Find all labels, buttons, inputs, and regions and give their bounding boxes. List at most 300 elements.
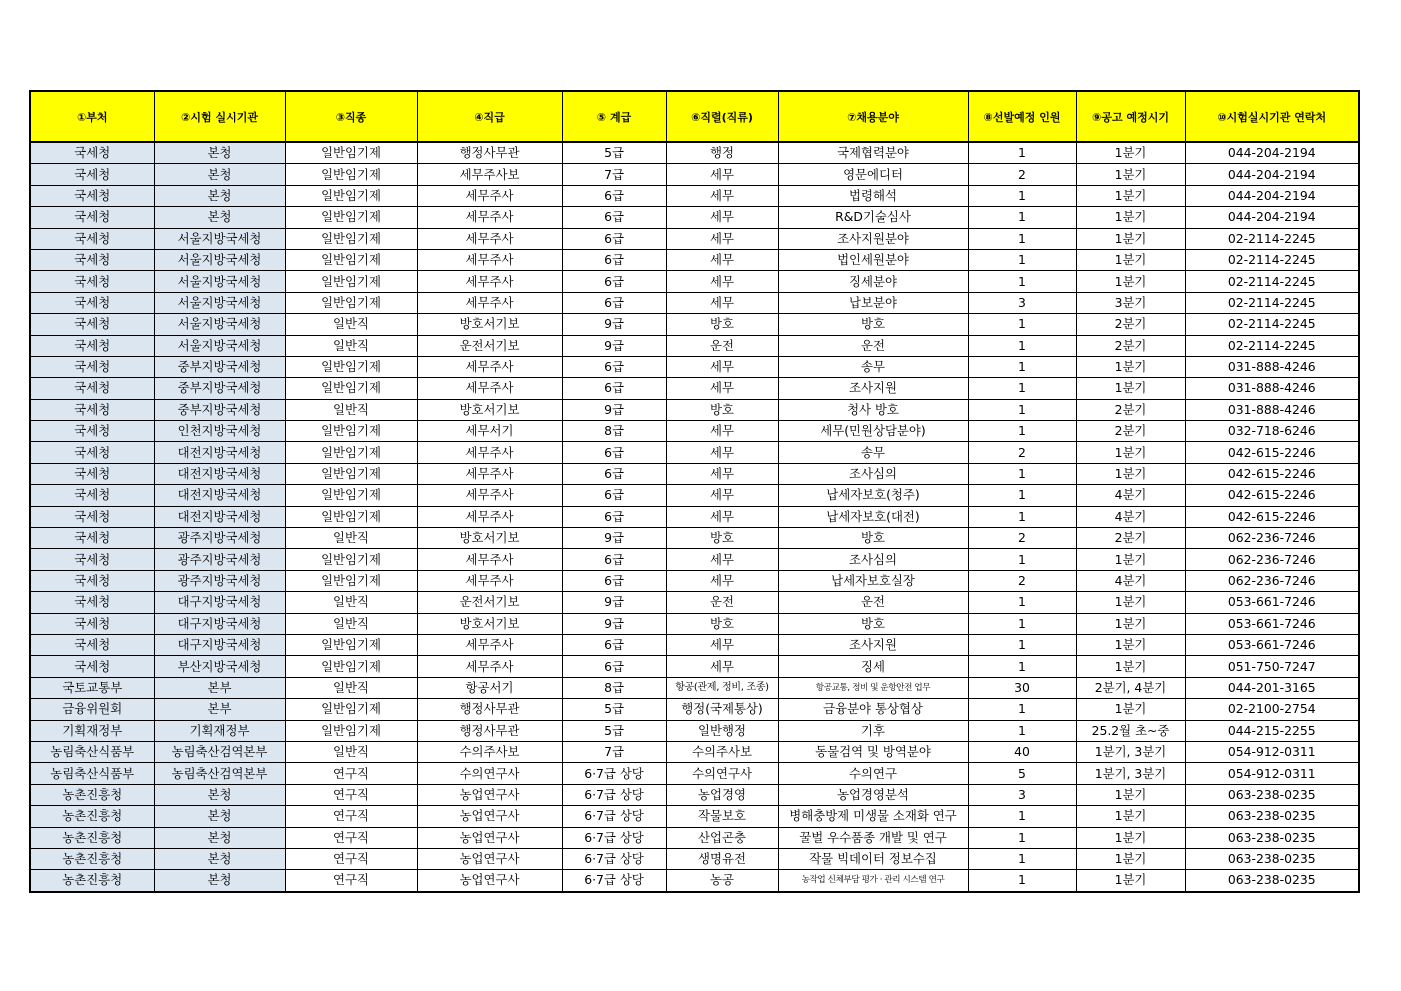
- job-series-cell: 일반행정: [666, 720, 778, 741]
- job-type-cell: 일반임기제: [285, 570, 417, 591]
- table-row: [30, 292, 1359, 313]
- headcount-cell: 40: [968, 741, 1076, 762]
- grade-cell: 9급: [562, 399, 666, 420]
- exam-agency-cell: 인천지방국세청: [154, 421, 285, 442]
- headcount-cell: 1: [968, 720, 1076, 741]
- recruit-field-cell: 조사지원분야: [778, 228, 968, 249]
- job-rank-cell: 세무주사: [417, 634, 562, 655]
- job-type-cell: 일반임기제: [285, 271, 417, 292]
- department-cell: 국세청: [30, 463, 154, 484]
- recruit-field-cell: 병해충방제 미생물 소재화 연구: [778, 806, 968, 827]
- department-cell: 국세청: [30, 356, 154, 377]
- announce-period-cell: 1분기: [1076, 784, 1185, 805]
- job-series-cell: 행정: [666, 142, 778, 164]
- department-cell: 국세청: [30, 634, 154, 655]
- job-series-cell: 산업곤충: [666, 827, 778, 848]
- table-row: [30, 271, 1359, 292]
- headcount-cell: 1: [968, 870, 1076, 892]
- department-cell: 농림축산식품부: [30, 741, 154, 762]
- grade-cell: 6·7급 상당: [562, 870, 666, 892]
- announce-period-cell: 2분기: [1076, 335, 1185, 356]
- announce-period-cell: 2분기: [1076, 314, 1185, 335]
- grade-cell: 6·7급 상당: [562, 848, 666, 869]
- exam-agency-cell: 서울지방국세청: [154, 228, 285, 249]
- announce-period-cell: 3분기: [1076, 292, 1185, 313]
- recruit-field-cell: 세무(민원상담분야): [778, 421, 968, 442]
- exam-agency-cell: 본부: [154, 677, 285, 698]
- table-row: [30, 314, 1359, 335]
- exam-agency-cell: 광주지방국세청: [154, 570, 285, 591]
- job-type-cell: 일반임기제: [285, 506, 417, 527]
- headcount-cell: 5: [968, 763, 1076, 784]
- announce-period-cell: 1분기: [1076, 549, 1185, 570]
- job-rank-cell: 수의주사보: [417, 741, 562, 762]
- job-type-cell: 연구직: [285, 848, 417, 869]
- announce-period-cell: 2분기: [1076, 421, 1185, 442]
- column-header-department: ①부처: [30, 91, 154, 142]
- department-cell: 국토교통부: [30, 677, 154, 698]
- table-row: [30, 378, 1359, 399]
- grade-cell: 6급: [562, 485, 666, 506]
- recruit-field-cell: 납세자보호실장: [778, 570, 968, 591]
- table-row: [30, 848, 1359, 869]
- announce-period-cell: 1분기: [1076, 142, 1185, 164]
- contact-cell: 044-201-3165: [1185, 677, 1359, 698]
- job-type-cell: 일반임기제: [285, 442, 417, 463]
- table-row: [30, 485, 1359, 506]
- job-type-cell: 일반직: [285, 741, 417, 762]
- job-type-cell: 일반임기제: [285, 164, 417, 185]
- table-row: [30, 741, 1359, 762]
- department-cell: 국세청: [30, 335, 154, 356]
- table-row: [30, 399, 1359, 420]
- department-cell: 국세청: [30, 549, 154, 570]
- announce-period-cell: 1분기: [1076, 634, 1185, 655]
- announce-period-cell: 1분기: [1076, 356, 1185, 377]
- department-cell: 국세청: [30, 485, 154, 506]
- job-rank-cell: 세무주사: [417, 228, 562, 249]
- department-cell: 국세청: [30, 613, 154, 634]
- recruit-field-cell: 동물검역 및 방역분야: [778, 741, 968, 762]
- table-row: [30, 784, 1359, 805]
- job-rank-cell: 농업연구사: [417, 870, 562, 892]
- exam-agency-cell: 본청: [154, 848, 285, 869]
- headcount-cell: 1: [968, 634, 1076, 655]
- job-type-cell: 일반임기제: [285, 185, 417, 206]
- job-series-cell: 작물보호: [666, 806, 778, 827]
- grade-cell: 9급: [562, 335, 666, 356]
- job-rank-cell: 세무주사: [417, 442, 562, 463]
- contact-cell: 051-750-7247: [1185, 656, 1359, 677]
- contact-cell: 063-238-0235: [1185, 806, 1359, 827]
- recruit-field-cell: 운전: [778, 592, 968, 613]
- recruit-field-cell: 징세: [778, 656, 968, 677]
- exam-agency-cell: 본청: [154, 207, 285, 228]
- table-row: [30, 421, 1359, 442]
- job-series-cell: 세무: [666, 506, 778, 527]
- contact-cell: 062-236-7246: [1185, 570, 1359, 591]
- contact-cell: 02-2114-2245: [1185, 249, 1359, 270]
- grade-cell: 6급: [562, 506, 666, 527]
- exam-agency-cell: 서울지방국세청: [154, 271, 285, 292]
- grade-cell: 9급: [562, 314, 666, 335]
- department-cell: 국세청: [30, 314, 154, 335]
- table-row: [30, 656, 1359, 677]
- job-type-cell: 일반임기제: [285, 656, 417, 677]
- recruit-field-cell: 조사심의: [778, 463, 968, 484]
- table-row: [30, 185, 1359, 206]
- recruit-field-cell: 운전: [778, 335, 968, 356]
- job-series-cell: 항공(관제, 정비, 조종): [666, 677, 778, 698]
- department-cell: 국세청: [30, 292, 154, 313]
- header-row: [30, 91, 1359, 142]
- contact-cell: 053-661-7246: [1185, 634, 1359, 655]
- job-series-cell: 농공: [666, 870, 778, 892]
- contact-cell: 042-615-2246: [1185, 463, 1359, 484]
- contact-cell: 063-238-0235: [1185, 784, 1359, 805]
- table-row: [30, 463, 1359, 484]
- job-type-cell: 연구직: [285, 870, 417, 892]
- contact-cell: 054-912-0311: [1185, 763, 1359, 784]
- job-rank-cell: 세무주사: [417, 292, 562, 313]
- announce-period-cell: 1분기: [1076, 463, 1185, 484]
- exam-agency-cell: 광주지방국세청: [154, 528, 285, 549]
- recruit-field-cell: 농작업 신체부담 평가 · 관리 시스템 연구: [778, 870, 968, 892]
- table-body: [30, 142, 1359, 892]
- job-type-cell: 일반임기제: [285, 699, 417, 720]
- department-cell: 농촌진흥청: [30, 870, 154, 892]
- exam-agency-cell: 중부지방국세청: [154, 399, 285, 420]
- recruit-field-cell: 조사지원: [778, 634, 968, 655]
- job-series-cell: 세무: [666, 656, 778, 677]
- job-series-cell: 세무: [666, 292, 778, 313]
- contact-cell: 02-2100-2754: [1185, 699, 1359, 720]
- column-header-exam-agency: ②시험 실시기관: [154, 91, 285, 142]
- table-row: [30, 549, 1359, 570]
- column-header-recruit-field: ⑦채용분야: [778, 91, 968, 142]
- exam-agency-cell: 농림축산검역본부: [154, 741, 285, 762]
- job-series-cell: 세무: [666, 634, 778, 655]
- grade-cell: 6급: [562, 634, 666, 655]
- department-cell: 기획재정부: [30, 720, 154, 741]
- announce-period-cell: 1분기: [1076, 207, 1185, 228]
- recruit-field-cell: 꿀벌 우수품종 개발 및 연구: [778, 827, 968, 848]
- column-header-announce-period: ⑨공고 예정시기: [1076, 91, 1185, 142]
- announce-period-cell: 4분기: [1076, 506, 1185, 527]
- contact-cell: 042-615-2246: [1185, 442, 1359, 463]
- recruit-field-cell: 방호: [778, 314, 968, 335]
- job-type-cell: 일반직: [285, 592, 417, 613]
- grade-cell: 5급: [562, 142, 666, 164]
- recruit-field-cell: 조사심의: [778, 549, 968, 570]
- table-row: [30, 677, 1359, 698]
- grade-cell: 6급: [562, 356, 666, 377]
- job-rank-cell: 항공서기: [417, 677, 562, 698]
- table-row: [30, 763, 1359, 784]
- department-cell: 국세청: [30, 271, 154, 292]
- announce-period-cell: 1분기: [1076, 656, 1185, 677]
- job-series-cell: 방호: [666, 399, 778, 420]
- headcount-cell: 1: [968, 249, 1076, 270]
- contact-cell: 053-661-7246: [1185, 613, 1359, 634]
- contact-cell: 063-238-0235: [1185, 848, 1359, 869]
- table-header: [30, 91, 1359, 142]
- exam-agency-cell: 본청: [154, 142, 285, 164]
- department-cell: 국세청: [30, 228, 154, 249]
- job-rank-cell: 세무주사보: [417, 164, 562, 185]
- job-rank-cell: 운전서기보: [417, 335, 562, 356]
- exam-agency-cell: 광주지방국세청: [154, 549, 285, 570]
- contact-cell: 042-615-2246: [1185, 485, 1359, 506]
- job-series-cell: 세무: [666, 570, 778, 591]
- table-row: [30, 613, 1359, 634]
- job-series-cell: 세무: [666, 549, 778, 570]
- recruit-field-cell: 방호: [778, 528, 968, 549]
- department-cell: 국세청: [30, 185, 154, 206]
- grade-cell: 6급: [562, 271, 666, 292]
- job-series-cell: 세무: [666, 249, 778, 270]
- table-row: [30, 570, 1359, 591]
- contact-cell: 063-238-0235: [1185, 870, 1359, 892]
- job-rank-cell: 세무주사: [417, 463, 562, 484]
- grade-cell: 6급: [562, 249, 666, 270]
- department-cell: 국세청: [30, 528, 154, 549]
- job-type-cell: 일반직: [285, 613, 417, 634]
- job-rank-cell: 세무주사: [417, 485, 562, 506]
- table-row: [30, 699, 1359, 720]
- exam-agency-cell: 본청: [154, 827, 285, 848]
- exam-agency-cell: 서울지방국세청: [154, 335, 285, 356]
- recruit-field-cell: 납세자보호(청주): [778, 485, 968, 506]
- contact-cell: 053-661-7246: [1185, 592, 1359, 613]
- contact-cell: 02-2114-2245: [1185, 228, 1359, 249]
- exam-agency-cell: 대구지방국세청: [154, 592, 285, 613]
- job-type-cell: 일반임기제: [285, 228, 417, 249]
- contact-cell: 044-204-2194: [1185, 185, 1359, 206]
- job-type-cell: 일반임기제: [285, 463, 417, 484]
- column-header-job-series: ⑥직렬(직류): [666, 91, 778, 142]
- headcount-cell: 1: [968, 356, 1076, 377]
- job-rank-cell: 세무주사: [417, 656, 562, 677]
- job-type-cell: 일반임기제: [285, 549, 417, 570]
- job-series-cell: 수의연구사: [666, 763, 778, 784]
- job-rank-cell: 농업연구사: [417, 827, 562, 848]
- grade-cell: 6급: [562, 570, 666, 591]
- announce-period-cell: 4분기: [1076, 570, 1185, 591]
- exam-agency-cell: 중부지방국세청: [154, 356, 285, 377]
- announce-period-cell: 4분기: [1076, 485, 1185, 506]
- grade-cell: 6·7급 상당: [562, 763, 666, 784]
- recruit-field-cell: 기후: [778, 720, 968, 741]
- announce-period-cell: 1분기: [1076, 827, 1185, 848]
- department-cell: 국세청: [30, 506, 154, 527]
- contact-cell: 044-204-2194: [1185, 164, 1359, 185]
- recruitment-table: [29, 90, 1360, 893]
- headcount-cell: 1: [968, 142, 1076, 164]
- department-cell: 국세청: [30, 249, 154, 270]
- department-cell: 금융위원회: [30, 699, 154, 720]
- job-rank-cell: 농업연구사: [417, 806, 562, 827]
- exam-agency-cell: 부산지방국세청: [154, 656, 285, 677]
- department-cell: 국세청: [30, 164, 154, 185]
- job-series-cell: 세무: [666, 421, 778, 442]
- job-series-cell: 방호: [666, 314, 778, 335]
- headcount-cell: 1: [968, 549, 1076, 570]
- job-type-cell: 일반임기제: [285, 720, 417, 741]
- contact-cell: 02-2114-2245: [1185, 314, 1359, 335]
- grade-cell: 6급: [562, 463, 666, 484]
- recruit-field-cell: 송무: [778, 442, 968, 463]
- exam-agency-cell: 본부: [154, 699, 285, 720]
- job-rank-cell: 행정사무관: [417, 699, 562, 720]
- recruit-field-cell: 금융분야 통상협상: [778, 699, 968, 720]
- announce-period-cell: 2분기: [1076, 399, 1185, 420]
- department-cell: 농촌진흥청: [30, 806, 154, 827]
- headcount-cell: 3: [968, 292, 1076, 313]
- exam-agency-cell: 대구지방국세청: [154, 634, 285, 655]
- grade-cell: 6급: [562, 185, 666, 206]
- exam-agency-cell: 중부지방국세청: [154, 378, 285, 399]
- announce-period-cell: 2분기: [1076, 528, 1185, 549]
- table-row: [30, 249, 1359, 270]
- job-series-cell: 세무: [666, 378, 778, 399]
- job-rank-cell: 운전서기보: [417, 592, 562, 613]
- headcount-cell: 1: [968, 378, 1076, 399]
- headcount-cell: 1: [968, 699, 1076, 720]
- announce-period-cell: 1분기: [1076, 870, 1185, 892]
- job-type-cell: 일반직: [285, 677, 417, 698]
- recruit-field-cell: 법령해석: [778, 185, 968, 206]
- headcount-cell: 2: [968, 164, 1076, 185]
- exam-agency-cell: 서울지방국세청: [154, 249, 285, 270]
- job-rank-cell: 방호서기보: [417, 613, 562, 634]
- job-series-cell: 방호: [666, 613, 778, 634]
- contact-cell: 02-2114-2245: [1185, 292, 1359, 313]
- job-type-cell: 일반임기제: [285, 142, 417, 164]
- job-rank-cell: 방호서기보: [417, 399, 562, 420]
- headcount-cell: 1: [968, 314, 1076, 335]
- job-rank-cell: 행정사무관: [417, 142, 562, 164]
- table-row: [30, 356, 1359, 377]
- recruit-field-cell: 항공교통, 정비 및 운항안전 업무: [778, 677, 968, 698]
- job-type-cell: 연구직: [285, 806, 417, 827]
- headcount-cell: 1: [968, 271, 1076, 292]
- headcount-cell: 1: [968, 827, 1076, 848]
- column-header-grade: ⑤ 계급: [562, 91, 666, 142]
- announce-period-cell: 2분기, 4분기: [1076, 677, 1185, 698]
- grade-cell: 5급: [562, 720, 666, 741]
- job-type-cell: 일반임기제: [285, 378, 417, 399]
- headcount-cell: 1: [968, 485, 1076, 506]
- recruit-field-cell: 작물 빅데이터 정보수집: [778, 848, 968, 869]
- department-cell: 국세청: [30, 442, 154, 463]
- exam-agency-cell: 본청: [154, 806, 285, 827]
- announce-period-cell: 1분기: [1076, 442, 1185, 463]
- job-rank-cell: 세무서기: [417, 421, 562, 442]
- contact-cell: 02-2114-2245: [1185, 335, 1359, 356]
- announce-period-cell: 1분기: [1076, 185, 1185, 206]
- announce-period-cell: 1분기: [1076, 613, 1185, 634]
- grade-cell: 8급: [562, 677, 666, 698]
- table-row: [30, 228, 1359, 249]
- job-rank-cell: 세무주사: [417, 271, 562, 292]
- exam-agency-cell: 본청: [154, 870, 285, 892]
- table-row: [30, 506, 1359, 527]
- recruit-field-cell: 방호: [778, 613, 968, 634]
- column-header-headcount: ⑧선발예정 인원: [968, 91, 1076, 142]
- department-cell: 농촌진흥청: [30, 848, 154, 869]
- column-header-job-rank: ④직급: [417, 91, 562, 142]
- job-series-cell: 세무: [666, 442, 778, 463]
- contact-cell: 02-2114-2245: [1185, 271, 1359, 292]
- exam-agency-cell: 본청: [154, 784, 285, 805]
- grade-cell: 7급: [562, 741, 666, 762]
- job-rank-cell: 방호서기보: [417, 314, 562, 335]
- recruit-field-cell: 농업경영분석: [778, 784, 968, 805]
- department-cell: 국세청: [30, 592, 154, 613]
- headcount-cell: 1: [968, 613, 1076, 634]
- headcount-cell: 1: [968, 421, 1076, 442]
- headcount-cell: 1: [968, 335, 1076, 356]
- job-series-cell: 세무: [666, 228, 778, 249]
- contact-cell: 031-888-4246: [1185, 399, 1359, 420]
- job-series-cell: 방호: [666, 528, 778, 549]
- headcount-cell: 1: [968, 185, 1076, 206]
- grade-cell: 6급: [562, 292, 666, 313]
- exam-agency-cell: 서울지방국세청: [154, 314, 285, 335]
- job-type-cell: 일반임기제: [285, 421, 417, 442]
- job-type-cell: 일반직: [285, 335, 417, 356]
- job-type-cell: 일반임기제: [285, 634, 417, 655]
- department-cell: 농촌진흥청: [30, 784, 154, 805]
- job-series-cell: 세무: [666, 356, 778, 377]
- headcount-cell: 1: [968, 656, 1076, 677]
- announce-period-cell: 1분기: [1076, 699, 1185, 720]
- job-type-cell: 연구직: [285, 827, 417, 848]
- exam-agency-cell: 대전지방국세청: [154, 506, 285, 527]
- job-series-cell: 세무: [666, 271, 778, 292]
- grade-cell: 9급: [562, 592, 666, 613]
- table-row: [30, 442, 1359, 463]
- department-cell: 농촌진흥청: [30, 827, 154, 848]
- job-type-cell: 연구직: [285, 763, 417, 784]
- job-rank-cell: 농업연구사: [417, 784, 562, 805]
- job-type-cell: 일반임기제: [285, 292, 417, 313]
- department-cell: 국세청: [30, 421, 154, 442]
- job-series-cell: 수의주사보: [666, 741, 778, 762]
- contact-cell: 042-615-2246: [1185, 506, 1359, 527]
- job-rank-cell: 행정사무관: [417, 720, 562, 741]
- contact-cell: 031-888-4246: [1185, 356, 1359, 377]
- contact-cell: 032-718-6246: [1185, 421, 1359, 442]
- grade-cell: 6급: [562, 549, 666, 570]
- table-row: [30, 142, 1359, 164]
- recruit-field-cell: 납세자보호(대전): [778, 506, 968, 527]
- job-type-cell: 일반임기제: [285, 207, 417, 228]
- job-rank-cell: 세무주사: [417, 549, 562, 570]
- table-row: [30, 870, 1359, 892]
- department-cell: 국세청: [30, 207, 154, 228]
- grade-cell: 6·7급 상당: [562, 827, 666, 848]
- contact-cell: 054-912-0311: [1185, 741, 1359, 762]
- contact-cell: 063-238-0235: [1185, 827, 1359, 848]
- table-row: [30, 335, 1359, 356]
- job-series-cell: 세무: [666, 463, 778, 484]
- table-row: [30, 207, 1359, 228]
- announce-period-cell: 1분기: [1076, 378, 1185, 399]
- recruit-field-cell: 수의연구: [778, 763, 968, 784]
- headcount-cell: 3: [968, 784, 1076, 805]
